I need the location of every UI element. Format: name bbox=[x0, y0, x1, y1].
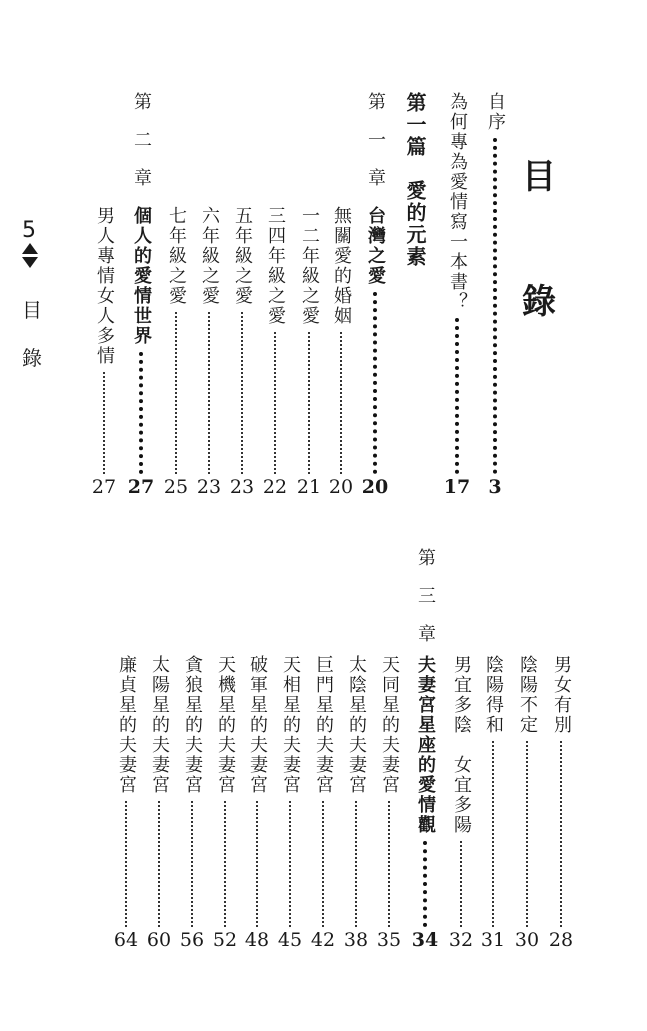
toc-entry[interactable] bbox=[512, 655, 542, 950]
side-label-char-2: 錄 bbox=[22, 346, 42, 370]
chapter-label: 第三章 bbox=[415, 548, 436, 662]
toc-leader-dots bbox=[125, 801, 127, 927]
toc-entry[interactable] bbox=[308, 655, 338, 950]
toc-entry-title: 自序 bbox=[485, 92, 506, 132]
toc-leader-dots bbox=[355, 801, 357, 927]
toc-entry[interactable] bbox=[478, 655, 508, 950]
toc-leader-dots bbox=[224, 801, 226, 927]
page-title-char-2: 錄 bbox=[522, 282, 556, 322]
toc-entry[interactable] bbox=[360, 206, 390, 497]
toc-entry-title: 台灣之愛 bbox=[365, 206, 386, 286]
toc-entry-page: 38 bbox=[343, 929, 369, 951]
toc-entry-page: 34 bbox=[411, 929, 439, 951]
toc-leader-dots bbox=[373, 292, 377, 474]
toc-entry-page: 27 bbox=[127, 476, 155, 498]
toc-part-heading[interactable] bbox=[400, 92, 430, 312]
toc-entry-title: 男女有別 bbox=[551, 655, 572, 735]
toc-entry[interactable] bbox=[161, 206, 191, 497]
toc-entry-page: 17 bbox=[443, 476, 471, 498]
toc-leader-dots bbox=[322, 801, 324, 927]
toc-entry-title: 男宜多陰 女宜多陽 bbox=[451, 655, 472, 835]
toc-leader-dots bbox=[526, 741, 528, 927]
toc-entry[interactable] bbox=[242, 655, 272, 950]
toc-entry[interactable] bbox=[126, 206, 156, 497]
toc-entry-title: 七年級之愛 bbox=[166, 206, 187, 306]
toc-entry-page: 22 bbox=[262, 476, 288, 498]
toc-entry-title: 太陽星的夫妻宮 bbox=[149, 655, 170, 795]
toc-entry[interactable] bbox=[442, 92, 472, 497]
toc-entry-page: 32 bbox=[448, 929, 474, 951]
toc-entry-page: 48 bbox=[244, 929, 270, 951]
toc-entry[interactable] bbox=[374, 655, 404, 950]
side-label-char-1: 目 bbox=[22, 298, 42, 322]
toc-entry-page: 56 bbox=[179, 929, 205, 951]
toc-chapter-label bbox=[360, 92, 390, 212]
toc-entry-page: 27 bbox=[91, 476, 117, 498]
toc-entry[interactable] bbox=[410, 655, 440, 950]
toc-leader-dots bbox=[256, 801, 258, 927]
toc-entry[interactable] bbox=[275, 655, 305, 950]
toc-leader-dots bbox=[191, 801, 193, 927]
toc-entry-title: 巨門星的夫妻宮 bbox=[313, 655, 334, 795]
toc-leader-dots bbox=[560, 741, 562, 927]
toc-entry[interactable] bbox=[446, 655, 476, 950]
toc-entry[interactable] bbox=[326, 206, 356, 497]
toc-leader-dots bbox=[208, 312, 210, 474]
toc-entry-title: 一二年級之愛 bbox=[299, 206, 320, 326]
toc-entry-page: 64 bbox=[113, 929, 139, 951]
toc-entry[interactable] bbox=[341, 655, 371, 950]
toc-entry-page: 25 bbox=[163, 476, 189, 498]
toc-entry[interactable] bbox=[194, 206, 224, 497]
toc-entry-title: 破軍星的夫妻宮 bbox=[247, 655, 268, 795]
toc-entry[interactable] bbox=[89, 206, 119, 497]
toc-entry-title: 夫妻宮星座的愛情觀 bbox=[415, 655, 436, 835]
toc-entry-title: 廉貞星的夫妻宮 bbox=[116, 655, 137, 795]
toc-entry-title: 無關愛的婚姻 bbox=[331, 206, 352, 326]
toc-entry-page: 20 bbox=[328, 476, 354, 498]
toc-entry-title: 個人的愛情世界 bbox=[131, 206, 152, 346]
toc-entry-page: 30 bbox=[514, 929, 540, 951]
toc-entry-page: 45 bbox=[277, 929, 303, 951]
toc-leader-dots bbox=[103, 372, 105, 474]
toc-leader-dots bbox=[340, 332, 342, 474]
toc-entry[interactable] bbox=[260, 206, 290, 497]
toc-entry-page: 35 bbox=[376, 929, 402, 951]
toc-leader-dots bbox=[241, 312, 243, 474]
toc-leader-dots bbox=[492, 741, 494, 927]
toc-leader-dots bbox=[455, 318, 459, 474]
toc-entry-title: 為何專為愛情寫一本書？ bbox=[447, 92, 468, 312]
toc-entry-page: 42 bbox=[310, 929, 336, 951]
toc-entry-title: 天同星的夫妻宮 bbox=[379, 655, 400, 795]
toc-leader-dots bbox=[274, 332, 276, 474]
toc-entry-page: 23 bbox=[229, 476, 255, 498]
toc-entry-page: 60 bbox=[146, 929, 172, 951]
toc-entry[interactable] bbox=[177, 655, 207, 950]
toc-entry-page: 52 bbox=[212, 929, 238, 951]
toc-entry-title: 太陰星的夫妻宮 bbox=[346, 655, 367, 795]
toc-entry-title: 天相星的夫妻宮 bbox=[280, 655, 301, 795]
toc-leader-dots bbox=[493, 138, 497, 474]
toc-entry-title: 陰陽不定 bbox=[517, 655, 538, 735]
page-title-char-1: 目 bbox=[522, 157, 556, 197]
toc-entry[interactable] bbox=[111, 655, 141, 950]
toc-entry-page: 3 bbox=[488, 476, 502, 498]
page-number: 5 bbox=[22, 218, 36, 243]
toc-entry-page: 20 bbox=[361, 476, 389, 498]
toc-chapter-label bbox=[126, 92, 156, 212]
toc-entry-page: 21 bbox=[296, 476, 322, 498]
chapter-label: 第一章 bbox=[365, 92, 386, 206]
toc-part-title: 第一篇 愛的元素 bbox=[403, 92, 427, 268]
toc-entry-page: 28 bbox=[548, 929, 574, 951]
chapter-label: 第二章 bbox=[131, 92, 152, 206]
toc-leader-dots bbox=[423, 841, 427, 927]
toc-leader-dots bbox=[308, 332, 310, 474]
toc-entry-page: 23 bbox=[196, 476, 222, 498]
arrow-down-icon bbox=[22, 257, 38, 268]
toc-entry[interactable] bbox=[480, 92, 510, 497]
toc-entry-title: 男人專情女人多情 bbox=[94, 206, 115, 366]
toc-entry[interactable] bbox=[227, 206, 257, 497]
toc-leader-dots bbox=[289, 801, 291, 927]
toc-entry[interactable] bbox=[210, 655, 240, 950]
toc-entry-title: 六年級之愛 bbox=[199, 206, 220, 306]
toc-entry-title: 陰陽得和 bbox=[483, 655, 504, 735]
toc-entry-title: 貪狼星的夫妻宮 bbox=[182, 655, 203, 795]
toc-leader-dots bbox=[388, 801, 390, 927]
toc-chapter-label bbox=[410, 548, 440, 668]
toc-entry[interactable] bbox=[144, 655, 174, 950]
toc-entry-title: 天機星的夫妻宮 bbox=[215, 655, 236, 795]
toc-leader-dots bbox=[158, 801, 160, 927]
toc-entry[interactable] bbox=[294, 206, 324, 497]
toc-leader-dots bbox=[139, 352, 143, 474]
toc-leader-dots bbox=[175, 312, 177, 474]
toc-entry-title: 三四年級之愛 bbox=[265, 206, 286, 326]
toc-entry-title: 五年級之愛 bbox=[232, 206, 253, 306]
toc-leader-dots bbox=[460, 841, 462, 927]
toc-entry[interactable] bbox=[546, 655, 576, 950]
toc-entry-page: 31 bbox=[480, 929, 506, 951]
arrow-up-icon bbox=[22, 243, 38, 254]
